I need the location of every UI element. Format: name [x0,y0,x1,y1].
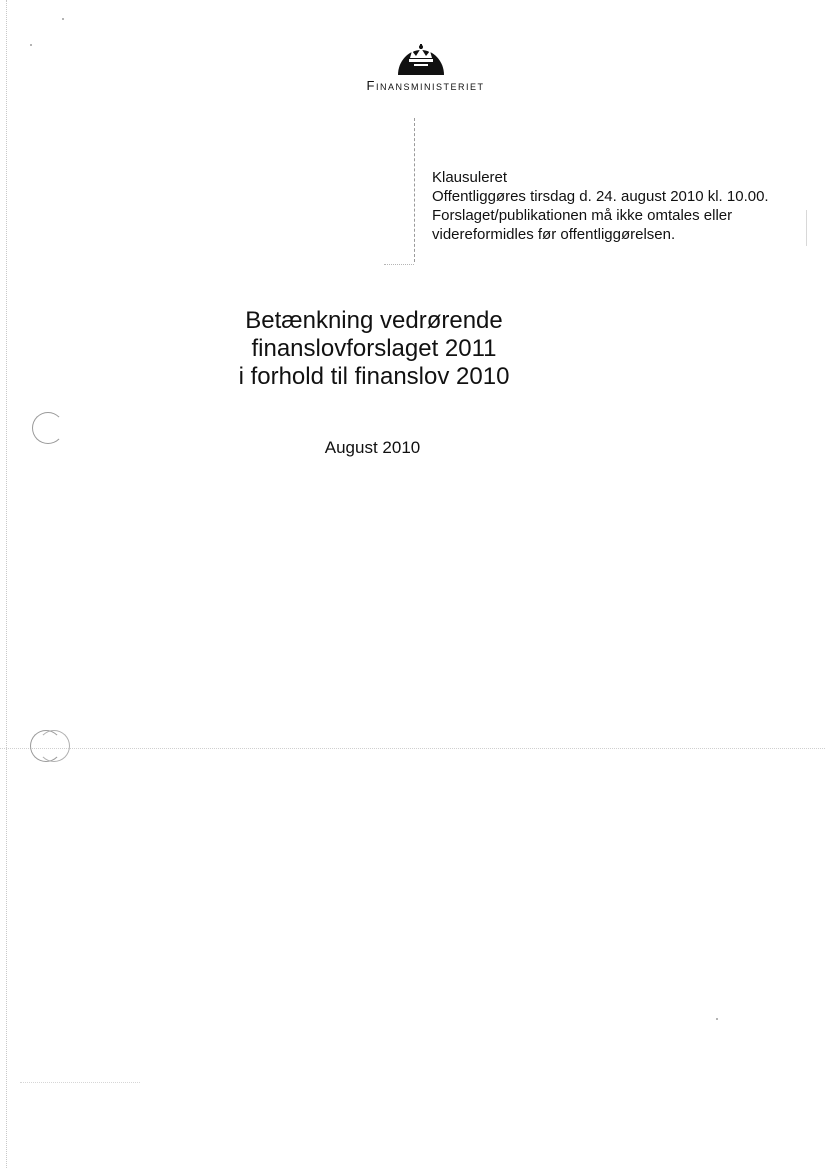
document-date: August 2010 [324,438,421,457]
embargo-line: Forslaget/publikationen må ikke omtales eller [432,207,733,224]
embargo-text [432,168,769,244]
scan-speck [716,1018,718,1020]
title-line: finanslovforslaget 2011 [251,335,497,362]
crown-icon [396,44,446,76]
document-title [0,307,748,391]
scan-speck [30,44,32,46]
scan-speck [62,18,64,20]
ministry-name: Finansministeriet [366,78,485,93]
embargo-line: Offentliggøres tirsdag d. 24. august 2010 kl. 10.00. [432,188,769,205]
embargo-notice [414,118,794,264]
punch-hole-bottom-shadow [38,730,70,762]
embargo-line: videreformidles før offentliggørelsen. [432,226,676,243]
scan-bottom-line [20,1082,140,1083]
scan-fold-line [0,748,825,749]
embargo-heading: Klausuleret [432,169,508,186]
title-line: Betænkning vedrørende [245,307,503,334]
scan-right-mark [806,210,807,246]
scan-edge-left [6,0,7,1168]
embargo-rule [414,118,415,262]
embargo-bottom-rule [384,264,414,265]
title-line: i forhold til finanslov 2010 [238,363,510,390]
